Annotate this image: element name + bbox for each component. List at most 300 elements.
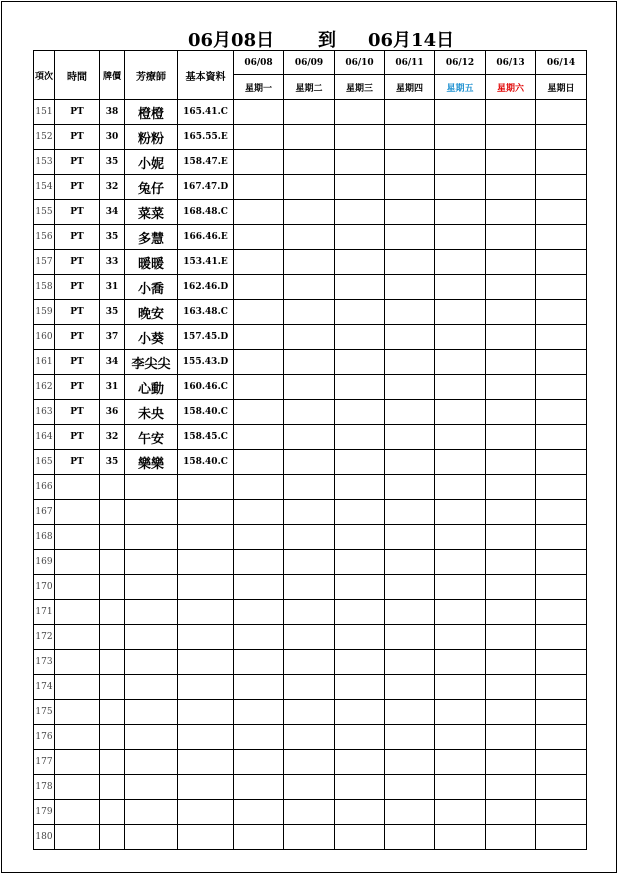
schedule-cell[interactable] [234, 500, 284, 525]
schedule-cell[interactable] [435, 700, 486, 725]
row-therapist-name: 樂樂 [125, 450, 178, 475]
schedule-cell[interactable] [335, 350, 385, 375]
schedule-cell[interactable] [335, 500, 385, 525]
schedule-cell[interactable] [234, 700, 284, 725]
schedule-cell[interactable] [385, 175, 435, 200]
schedule-cell[interactable] [335, 475, 385, 500]
row-price [100, 750, 125, 775]
schedule-cell[interactable] [284, 175, 335, 200]
title-end-date: 06月14日 [368, 30, 455, 51]
schedule-cell[interactable] [486, 825, 536, 850]
schedule-cell[interactable] [486, 550, 536, 575]
row-basic-info: 155.43.D [178, 350, 234, 375]
table-row [34, 650, 587, 675]
row-index: 172 [34, 625, 55, 650]
schedule-cell[interactable] [385, 625, 435, 650]
schedule-cell[interactable] [284, 750, 335, 775]
schedule-cell[interactable] [486, 200, 536, 225]
schedule-cell[interactable] [284, 650, 335, 675]
schedule-cell[interactable] [385, 375, 435, 400]
row-time [55, 750, 100, 775]
schedule-cell[interactable] [385, 750, 435, 775]
schedule-cell[interactable] [385, 150, 435, 175]
row-basic-info [178, 600, 234, 625]
schedule-cell[interactable] [335, 800, 385, 825]
table-row [34, 475, 587, 500]
schedule-cell[interactable] [435, 425, 486, 450]
schedule-cell[interactable] [536, 425, 587, 450]
schedule-cell[interactable] [335, 250, 385, 275]
schedule-cell[interactable] [284, 325, 335, 350]
table-row [34, 300, 587, 325]
header-date: 06/08 [234, 51, 284, 75]
row-price [100, 700, 125, 725]
row-price: 34 [100, 350, 125, 375]
row-index: 151 [34, 100, 55, 125]
row-basic-info: 167.47.D [178, 175, 234, 200]
row-basic-info [178, 550, 234, 575]
header-weekday-friday: 星期五 [435, 75, 486, 100]
schedule-cell[interactable] [435, 275, 486, 300]
schedule-cell[interactable] [284, 250, 335, 275]
schedule-cell[interactable] [435, 775, 486, 800]
row-time: PT [55, 350, 100, 375]
schedule-cell[interactable] [335, 625, 385, 650]
schedule-cell[interactable] [536, 625, 587, 650]
schedule-cell[interactable] [486, 225, 536, 250]
row-basic-info [178, 700, 234, 725]
table-row [34, 450, 587, 475]
schedule-cell[interactable] [435, 825, 486, 850]
schedule-cell[interactable] [284, 300, 335, 325]
schedule-cell[interactable] [234, 300, 284, 325]
schedule-cell[interactable] [335, 825, 385, 850]
schedule-cell[interactable] [335, 150, 385, 175]
schedule-cell[interactable] [284, 800, 335, 825]
header-weekday: 星期一 [234, 75, 284, 100]
row-therapist-name [125, 525, 178, 550]
table-row [34, 775, 587, 800]
schedule-cell[interactable] [234, 800, 284, 825]
schedule-cell[interactable] [435, 675, 486, 700]
schedule-cell[interactable] [385, 225, 435, 250]
schedule-cell[interactable] [536, 575, 587, 600]
schedule-cell[interactable] [435, 175, 486, 200]
schedule-cell[interactable] [234, 625, 284, 650]
row-time: PT [55, 150, 100, 175]
schedule-cell[interactable] [435, 300, 486, 325]
row-price: 35 [100, 150, 125, 175]
schedule-cell[interactable] [536, 225, 587, 250]
schedule-cell[interactable] [284, 625, 335, 650]
row-basic-info: 165.55.E [178, 125, 234, 150]
schedule-cell[interactable] [284, 150, 335, 175]
schedule-cell[interactable] [234, 575, 284, 600]
schedule-cell[interactable] [385, 775, 435, 800]
schedule-cell[interactable] [435, 650, 486, 675]
schedule-cell[interactable] [284, 100, 335, 125]
row-therapist-name [125, 575, 178, 600]
schedule-cell[interactable] [335, 725, 385, 750]
schedule-cell[interactable] [385, 650, 435, 675]
table-row [34, 150, 587, 175]
schedule-cell[interactable] [536, 800, 587, 825]
schedule-cell[interactable] [284, 350, 335, 375]
schedule-cell[interactable] [385, 825, 435, 850]
header-weekday: 星期日 [536, 75, 587, 100]
schedule-cell[interactable] [335, 275, 385, 300]
schedule-cell[interactable] [486, 800, 536, 825]
schedule-cell[interactable] [234, 125, 284, 150]
row-price [100, 675, 125, 700]
row-time [55, 475, 100, 500]
schedule-cell[interactable] [234, 225, 284, 250]
row-time: PT [55, 300, 100, 325]
schedule-cell[interactable] [486, 250, 536, 275]
schedule-cell[interactable] [385, 600, 435, 625]
row-therapist-name [125, 650, 178, 675]
schedule-cell[interactable] [234, 150, 284, 175]
schedule-cell[interactable] [486, 600, 536, 625]
schedule-cell[interactable] [335, 400, 385, 425]
schedule-cell[interactable] [234, 425, 284, 450]
row-time [55, 550, 100, 575]
schedule-cell[interactable] [536, 475, 587, 500]
schedule-cell[interactable] [385, 700, 435, 725]
table-row [34, 400, 587, 425]
row-therapist-name [125, 625, 178, 650]
schedule-cell[interactable] [536, 350, 587, 375]
header-date: 06/11 [385, 51, 435, 75]
schedule-cell[interactable] [335, 525, 385, 550]
schedule-cell[interactable] [435, 400, 486, 425]
schedule-cell[interactable] [234, 725, 284, 750]
schedule-cell[interactable] [335, 300, 385, 325]
header-weekday: 星期三 [335, 75, 385, 100]
row-basic-info [178, 825, 234, 850]
schedule-cell[interactable] [284, 525, 335, 550]
schedule-cell[interactable] [435, 525, 486, 550]
schedule-cell[interactable] [536, 200, 587, 225]
title-start-date: 06月08日 [188, 30, 275, 51]
schedule-cell[interactable] [385, 200, 435, 225]
row-therapist-name [125, 750, 178, 775]
row-price [100, 600, 125, 625]
schedule-cell[interactable] [486, 275, 536, 300]
schedule-cell[interactable] [385, 725, 435, 750]
table-row [34, 125, 587, 150]
schedule-cell[interactable] [536, 500, 587, 525]
schedule-cell[interactable] [284, 500, 335, 525]
table-row [34, 750, 587, 775]
header-index: 項次 [34, 51, 55, 100]
schedule-cell[interactable] [335, 225, 385, 250]
schedule-cell[interactable] [234, 175, 284, 200]
schedule-cell[interactable] [435, 200, 486, 225]
row-index: 169 [34, 550, 55, 575]
schedule-cell[interactable] [536, 325, 587, 350]
row-therapist-name [125, 475, 178, 500]
row-price [100, 650, 125, 675]
row-index: 152 [34, 125, 55, 150]
schedule-cell[interactable] [385, 300, 435, 325]
row-time: PT [55, 100, 100, 125]
row-basic-info [178, 675, 234, 700]
row-basic-info: 160.46.C [178, 375, 234, 400]
schedule-cell[interactable] [385, 100, 435, 125]
schedule-cell[interactable] [284, 825, 335, 850]
schedule-cell[interactable] [486, 750, 536, 775]
schedule-cell[interactable] [335, 375, 385, 400]
schedule-cell[interactable] [234, 600, 284, 625]
schedule-cell[interactable] [435, 350, 486, 375]
schedule-cell[interactable] [335, 650, 385, 675]
schedule-cell[interactable] [435, 575, 486, 600]
schedule-cell[interactable] [385, 675, 435, 700]
row-price: 37 [100, 325, 125, 350]
schedule-cell[interactable] [486, 625, 536, 650]
row-basic-info: 158.45.C [178, 425, 234, 450]
schedule-cell[interactable] [435, 450, 486, 475]
schedule-cell[interactable] [284, 400, 335, 425]
schedule-cell[interactable] [486, 775, 536, 800]
schedule-cell[interactable] [284, 725, 335, 750]
schedule-cell[interactable] [536, 150, 587, 175]
schedule-cell[interactable] [234, 250, 284, 275]
schedule-cell[interactable] [385, 275, 435, 300]
schedule-cell[interactable] [536, 750, 587, 775]
schedule-cell[interactable] [335, 450, 385, 475]
schedule-cell[interactable] [284, 575, 335, 600]
schedule-cell[interactable] [385, 800, 435, 825]
schedule-cell[interactable] [234, 350, 284, 375]
schedule-cell[interactable] [536, 775, 587, 800]
row-price [100, 550, 125, 575]
row-therapist-name: 心動 [125, 375, 178, 400]
row-therapist-name [125, 725, 178, 750]
schedule-cell[interactable] [435, 100, 486, 125]
schedule-cell[interactable] [536, 725, 587, 750]
schedule-cell[interactable] [335, 700, 385, 725]
schedule-cell[interactable] [486, 650, 536, 675]
schedule-cell[interactable] [435, 625, 486, 650]
schedule-cell[interactable] [536, 300, 587, 325]
row-therapist-name [125, 825, 178, 850]
header-time: 時間 [55, 51, 100, 100]
row-price: 35 [100, 450, 125, 475]
schedule-cell[interactable] [284, 200, 335, 225]
schedule-cell[interactable] [486, 350, 536, 375]
schedule-cell[interactable] [536, 825, 587, 850]
row-therapist-name: 小喬 [125, 275, 178, 300]
table-row [34, 325, 587, 350]
schedule-cell[interactable] [335, 325, 385, 350]
row-price [100, 825, 125, 850]
schedule-cell[interactable] [435, 600, 486, 625]
schedule-cell[interactable] [234, 200, 284, 225]
schedule-cell[interactable] [284, 275, 335, 300]
schedule-cell[interactable] [335, 575, 385, 600]
schedule-cell[interactable] [486, 450, 536, 475]
schedule-cell[interactable] [234, 475, 284, 500]
schedule-cell[interactable] [335, 775, 385, 800]
schedule-cell[interactable] [486, 300, 536, 325]
schedule-cell[interactable] [536, 450, 587, 475]
row-price: 35 [100, 300, 125, 325]
schedule-cell[interactable] [536, 400, 587, 425]
schedule-cell[interactable] [385, 500, 435, 525]
schedule-cell[interactable] [435, 375, 486, 400]
schedule-cell[interactable] [536, 100, 587, 125]
row-index: 163 [34, 400, 55, 425]
schedule-cell[interactable] [234, 275, 284, 300]
schedule-cell[interactable] [435, 800, 486, 825]
schedule-cell[interactable] [486, 700, 536, 725]
schedule-cell[interactable] [385, 575, 435, 600]
schedule-cell[interactable] [385, 525, 435, 550]
row-index: 175 [34, 700, 55, 725]
schedule-cell[interactable] [435, 475, 486, 500]
header-weekday: 星期四 [385, 75, 435, 100]
schedule-cell[interactable] [536, 375, 587, 400]
schedule-cell[interactable] [435, 750, 486, 775]
schedule-cell[interactable] [234, 750, 284, 775]
schedule-cell[interactable] [335, 200, 385, 225]
schedule-cell[interactable] [385, 400, 435, 425]
schedule-cell[interactable] [486, 575, 536, 600]
schedule-cell[interactable] [486, 150, 536, 175]
schedule-cell[interactable] [284, 425, 335, 450]
table-row [34, 725, 587, 750]
schedule-cell[interactable] [284, 375, 335, 400]
schedule-cell[interactable] [435, 550, 486, 575]
row-basic-info [178, 500, 234, 525]
schedule-cell[interactable] [435, 325, 486, 350]
schedule-cell[interactable] [234, 550, 284, 575]
schedule-cell[interactable] [435, 225, 486, 250]
row-basic-info: 158.40.C [178, 400, 234, 425]
schedule-cell[interactable] [284, 475, 335, 500]
schedule-cell[interactable] [284, 600, 335, 625]
schedule-cell[interactable] [385, 550, 435, 575]
row-therapist-name: 午安 [125, 425, 178, 450]
row-index: 170 [34, 575, 55, 600]
row-price [100, 625, 125, 650]
schedule-cell[interactable] [486, 325, 536, 350]
schedule-cell[interactable] [536, 700, 587, 725]
schedule-cell[interactable] [284, 775, 335, 800]
schedule-cell[interactable] [536, 600, 587, 625]
schedule-cell[interactable] [536, 175, 587, 200]
schedule-cell[interactable] [435, 250, 486, 275]
schedule-cell[interactable] [385, 475, 435, 500]
row-time: PT [55, 400, 100, 425]
row-price: 33 [100, 250, 125, 275]
schedule-cell[interactable] [234, 675, 284, 700]
schedule-cell[interactable] [284, 225, 335, 250]
schedule-cell[interactable] [335, 125, 385, 150]
row-basic-info: 168.48.C [178, 200, 234, 225]
schedule-cell[interactable] [335, 100, 385, 125]
schedule-cell[interactable] [486, 100, 536, 125]
schedule-cell[interactable] [486, 375, 536, 400]
schedule-cell[interactable] [435, 125, 486, 150]
schedule-cell[interactable] [385, 250, 435, 275]
schedule-cell[interactable] [234, 650, 284, 675]
schedule-cell[interactable] [335, 425, 385, 450]
schedule-cell[interactable] [234, 775, 284, 800]
schedule-cell[interactable] [536, 675, 587, 700]
row-therapist-name: 粉粉 [125, 125, 178, 150]
schedule-cell[interactable] [234, 825, 284, 850]
schedule-cell[interactable] [234, 375, 284, 400]
schedule-cell[interactable] [284, 700, 335, 725]
header-date: 06/09 [284, 51, 335, 75]
schedule-cell[interactable] [486, 400, 536, 425]
row-price [100, 800, 125, 825]
schedule-cell[interactable] [385, 425, 435, 450]
schedule-cell[interactable] [486, 125, 536, 150]
row-basic-info: 153.41.E [178, 250, 234, 275]
table-row [34, 800, 587, 825]
schedule-cell[interactable] [536, 525, 587, 550]
schedule-cell[interactable] [536, 275, 587, 300]
schedule-cell[interactable] [385, 125, 435, 150]
schedule-cell[interactable] [335, 600, 385, 625]
schedule-cell[interactable] [234, 450, 284, 475]
schedule-cell[interactable] [435, 500, 486, 525]
row-price: 34 [100, 200, 125, 225]
schedule-cell[interactable] [486, 725, 536, 750]
schedule-cell[interactable] [536, 125, 587, 150]
schedule-cell[interactable] [335, 175, 385, 200]
schedule-cell[interactable] [284, 675, 335, 700]
row-time [55, 725, 100, 750]
schedule-cell[interactable] [536, 250, 587, 275]
schedule-cell[interactable] [234, 400, 284, 425]
schedule-cell[interactable] [284, 125, 335, 150]
schedule-cell[interactable] [536, 650, 587, 675]
row-basic-info: 165.41.C [178, 100, 234, 125]
schedule-cell[interactable] [284, 450, 335, 475]
schedule-cell[interactable] [335, 675, 385, 700]
schedule-cell[interactable] [536, 550, 587, 575]
row-index: 158 [34, 275, 55, 300]
schedule-cell[interactable] [284, 550, 335, 575]
schedule-cell[interactable] [234, 100, 284, 125]
schedule-cell[interactable] [486, 475, 536, 500]
schedule-cell[interactable] [435, 150, 486, 175]
title-to: 到 [318, 30, 336, 51]
table-row [34, 525, 587, 550]
row-price [100, 475, 125, 500]
schedule-cell[interactable] [486, 525, 536, 550]
schedule-cell[interactable] [234, 525, 284, 550]
schedule-cell[interactable] [385, 350, 435, 375]
schedule-cell[interactable] [486, 500, 536, 525]
schedule-cell[interactable] [335, 550, 385, 575]
schedule-cell[interactable] [486, 425, 536, 450]
schedule-cell[interactable] [435, 725, 486, 750]
schedule-cell[interactable] [385, 450, 435, 475]
schedule-cell[interactable] [335, 750, 385, 775]
schedule-cell[interactable] [486, 675, 536, 700]
row-index: 173 [34, 650, 55, 675]
schedule-cell[interactable] [385, 325, 435, 350]
schedule-cell[interactable] [486, 175, 536, 200]
row-therapist-name [125, 550, 178, 575]
schedule-cell[interactable] [234, 325, 284, 350]
